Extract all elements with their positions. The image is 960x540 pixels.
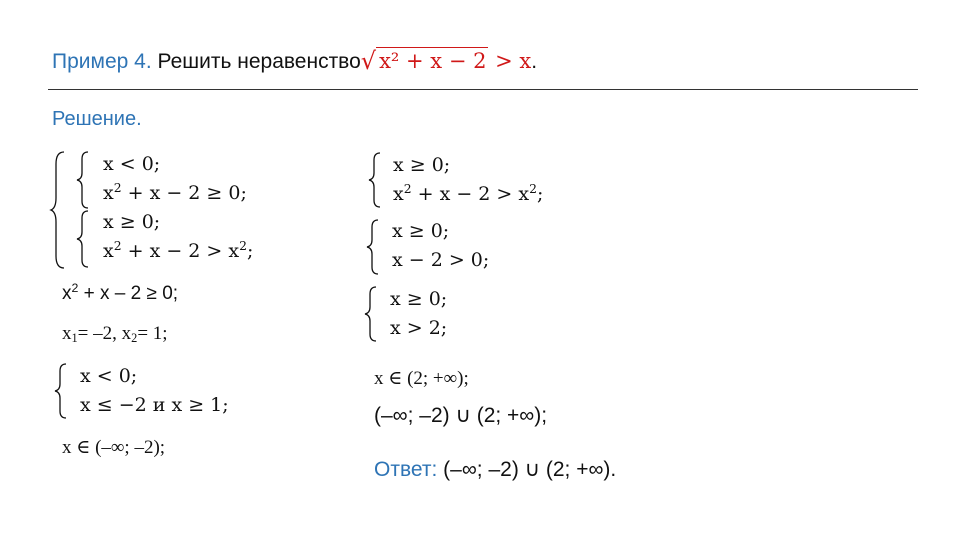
- system1-line-2: $x^2 + x - 2 \ge 0$;: [103, 181, 247, 204]
- system1-line-4: $x^2 + x - 2 > x^2$;: [103, 239, 254, 262]
- system1-line-3: x ≥ 0;: [103, 211, 161, 233]
- answer-value: (–∞; –2) ∪ (2; +∞).: [437, 458, 617, 481]
- divider-line: [48, 89, 918, 90]
- sys-c-line-2: x > 2;: [390, 317, 448, 339]
- title-period: .: [531, 50, 538, 73]
- inequality-rhs: > x: [495, 49, 532, 73]
- sqrt-icon: √: [360, 47, 377, 75]
- solution-heading: Решение.: [52, 108, 142, 130]
- sys-b-line-2: x − 2 > 0;: [392, 249, 490, 271]
- quadratic-inequality: $x^2 + x - 2 \ge 0$;: [62, 281, 179, 304]
- system1-line-1: x < 0;: [103, 153, 161, 175]
- system2-line-2: x ≤ −2 и x ≥ 1;: [80, 394, 229, 416]
- system2-brace-icon: [54, 363, 70, 419]
- inner-brace-icon: [76, 210, 92, 268]
- sys-c-line-1: x ≥ 0;: [390, 288, 448, 310]
- inner-brace-icon: [76, 151, 92, 209]
- inequality-expression: [361, 46, 531, 74]
- roots-line: $x_1= -2$, $x_2= 1$;: [62, 323, 168, 346]
- answer-line: [374, 457, 616, 482]
- sys-a-line-1: x ≥ 0;: [393, 154, 451, 176]
- sys-a-line-2: $x^2 + x - 2 > x^2$;: [393, 182, 544, 205]
- outer-bracket-icon: [50, 150, 70, 270]
- sys-a-brace-icon: [368, 152, 384, 208]
- sys-c-brace-icon: [364, 286, 380, 342]
- left-result: x ∈ (–∞; –2);: [62, 437, 166, 458]
- sys-b-line-1: x ≥ 0;: [392, 220, 450, 242]
- answer-label: Ответ:: [374, 458, 438, 481]
- problem-statement: [52, 46, 537, 74]
- system2-line-1: x < 0;: [80, 365, 138, 387]
- example-label: Пример 4.: [52, 50, 152, 73]
- task-text: Решить неравенство: [157, 50, 361, 73]
- union-expression: (–∞; –2) ∪ (2; +∞);: [374, 404, 548, 427]
- right-result: x ∈ (2; +∞);: [374, 368, 469, 389]
- sys-b-brace-icon: [366, 219, 382, 275]
- radicand: x² + x − 2: [376, 47, 488, 73]
